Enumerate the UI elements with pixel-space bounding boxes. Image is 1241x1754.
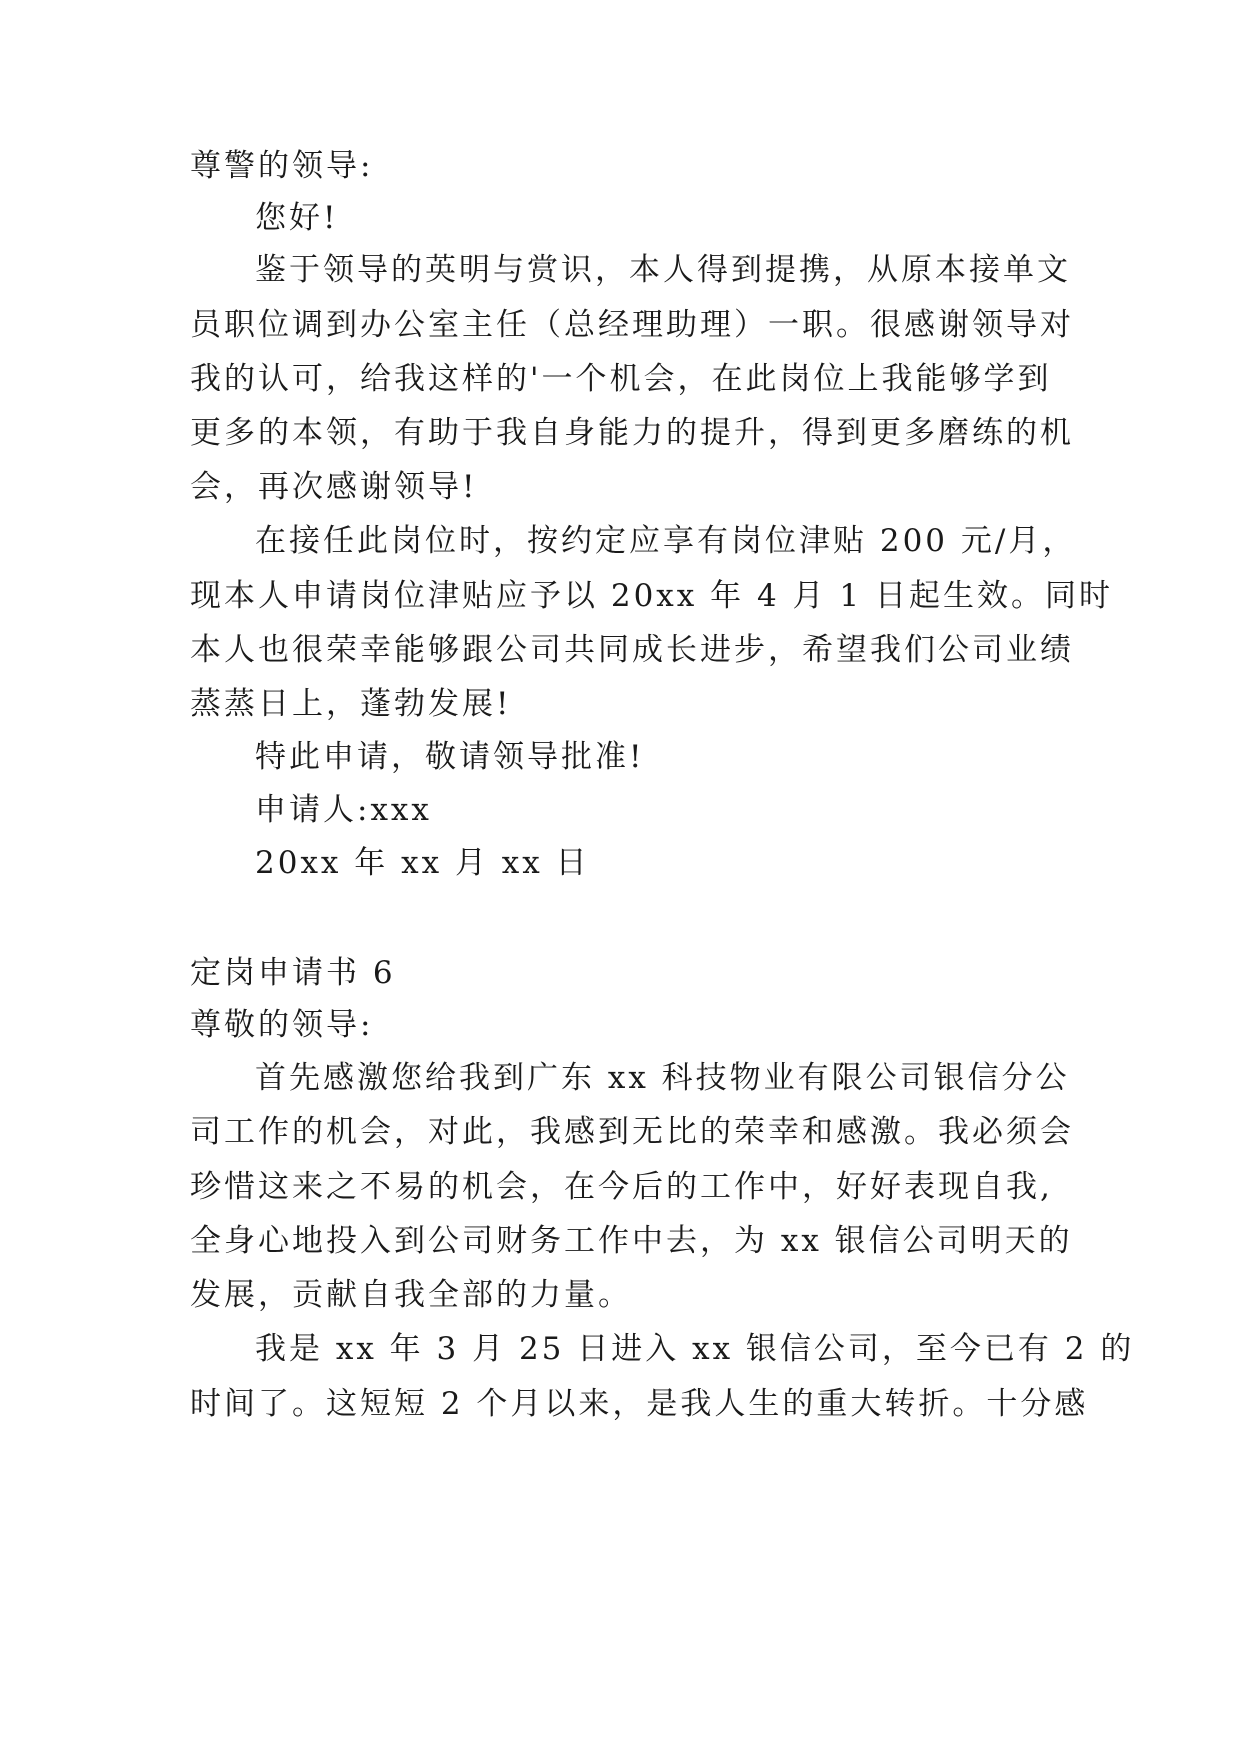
letter1-greeting: 您好! (255, 200, 339, 236)
letter2-para1-line: 珍惜这来之不易的机会，在今后的工作中，好好表现自我, (190, 1169, 1053, 1205)
letter2-para2-line: 时间了。这短短 2 个月以来，是我人生的重大转折。十分感 (190, 1386, 1089, 1422)
letter2-para1-line: 司工作的机会，对此，我感到无比的荣幸和感激。我必须会 (190, 1114, 1074, 1150)
letter1-para1-line: 我的认可，给我这样的'一个机会，在此岗位上我能够学到 (190, 361, 1052, 397)
letter2-salutation: 尊敬的领导: (190, 1007, 374, 1043)
letter2-para2-line: 我是 xx 年 3 月 25 日进入 xx 银信公司，至今已有 2 的 (255, 1331, 1135, 1367)
letter2-title: 定岗申请书 6 (190, 955, 396, 991)
letter1-para2-line: 本人也很荣幸能够跟公司共同成长进步，希望我们公司业绩 (190, 632, 1074, 668)
letter1-para1-line: 会，再次感谢领导! (190, 469, 478, 505)
letter1-para2-line: 蒸蒸日上，蓬勃发展! (190, 686, 512, 722)
letter1-applicant: 申请人:xxx (255, 792, 432, 828)
letter1-salutation: 尊警的领导: (190, 148, 374, 184)
letter1-para2-line: 现本人申请岗位津贴应予以 20xx 年 4 月 1 日起生效。同时 (190, 578, 1113, 614)
letter1-para1-line: 员职位调到办公室主任（总经理助理）一职。很感谢领导对 (190, 307, 1074, 343)
letter1-para1-line: 更多的本领，有助于我自身能力的提升，得到更多磨练的机 (190, 415, 1074, 451)
letter2-para1-line: 首先感激您给我到广东 xx 科技物业有限公司银信分公 (255, 1060, 1070, 1096)
letter1-closing: 特此申请，敬请领导批准! (255, 739, 645, 775)
letter1-para1-line: 鉴于领导的英明与赏识，本人得到提携，从原本接单文 (255, 252, 1071, 288)
letter1-para2-line: 在接任此岗位时，按约定应享有岗位津贴 200 元/月， (255, 523, 1077, 559)
letter2-para1-line: 发展，贡献自我全部的力量。 (190, 1277, 632, 1313)
letter2-para1-line: 全身心地投入到公司财务工作中去，为 xx 银信公司明天的 (190, 1223, 1073, 1259)
letter1-date: 20xx 年 xx 月 xx 日 (255, 845, 590, 881)
